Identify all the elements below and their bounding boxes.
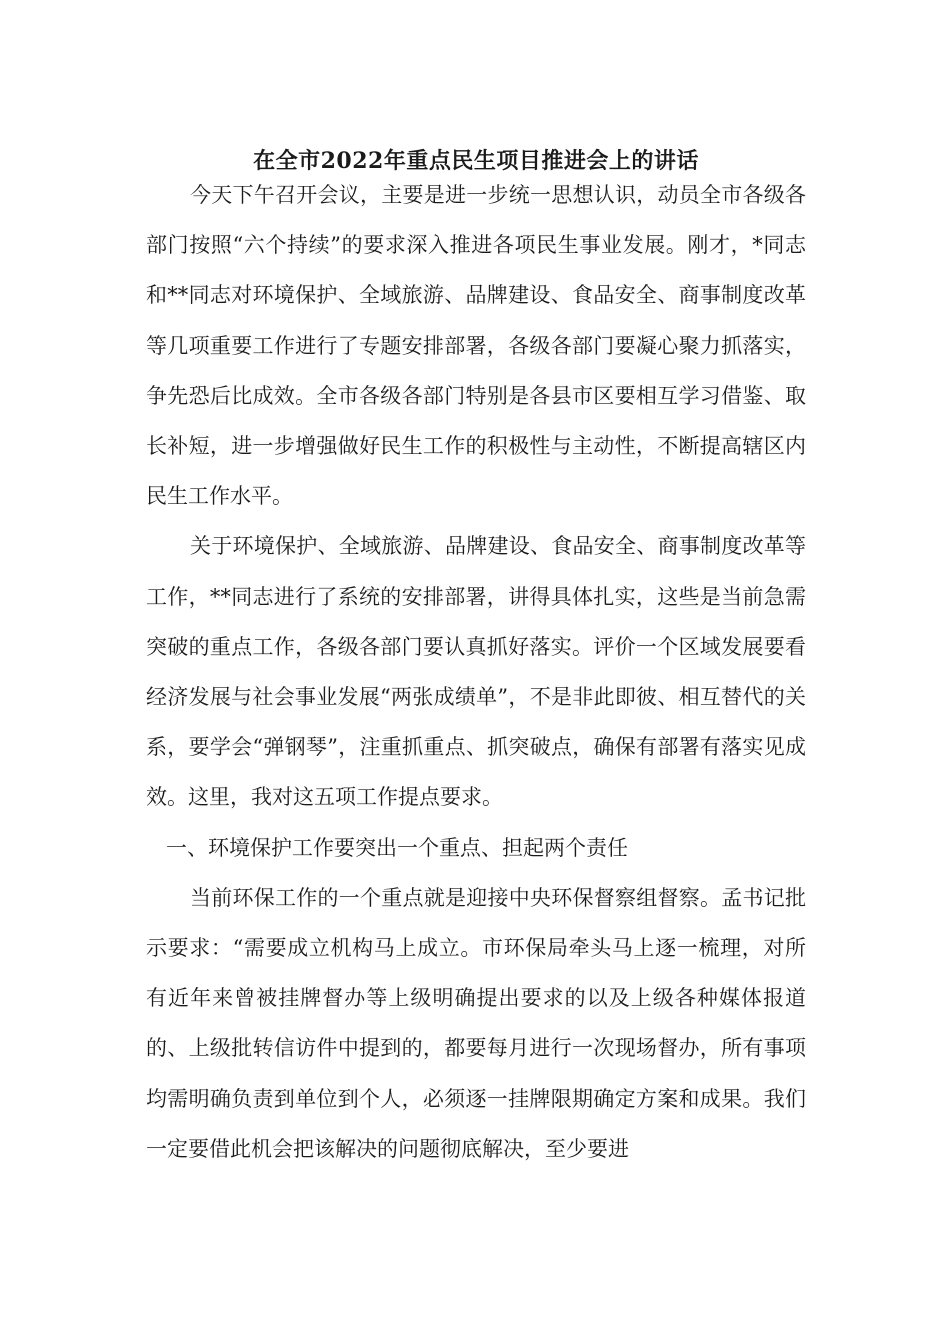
body-paragraph-1: 今天下午召开会议，主要是进一步统一思想认识，动员全市各级各部门按照“六个持续”的要求深入推进各项民生事业发展。刚才，*同志和**同志对环境保护、全域旅游、品牌建设、食品安全、商事制度改革等几项重要工作进行了专题安排部署，各级各部门要凝心聚力抓落实，争先恐后比成效。全市各级各部门特别是各县市区要相互学习借鉴、取长补短，进一步增强做好民生工作的积极性与主动性，不断提高辖区内民生工作水平。 [146,183,806,509]
document-title: 在全市2022年重点民生项目推进会上的讲话 [253,148,699,174]
section-paragraph: 当前环保工作的一个重点就是迎接中央环保督察组督察。孟书记批示要求：“需要成立机构马上成立。市环保局牵头马上逐一梳理，对所有近年来曾被挂牌督办等上级明确提出要求的以及上级各种媒体报道的、上级批转信访件中提到的，都要每月进行一次现场督办，所有事项均需明确负责到单位到个人，必须逐一挂牌限期确定方案和成果。我们一定要借此机会把该解决的问题彻底解决，至少要进 [146,885,806,1161]
document-body [146,170,806,1174]
body-paragraph-2: 关于环境保护、全域旅游、品牌建设、食品安全、商事制度改革等工作，**同志进行了系统的安排部署，讲得具体扎实，这些是当前急需突破的重点工作，各级各部门要认真抓好落实。评价一个区域发展要看经济发展与社会事业发展“两张成绩单”，不是非此即彼、相互替代的关系，要学会“弹钢琴”，注重抓重点、抓突破点，确保有部署有落实见成效。这里，我对这五项工作提点要求。 [146,534,806,810]
section-heading: 一、环境保护工作要突出一个重点、担起两个责任 [166,835,628,860]
